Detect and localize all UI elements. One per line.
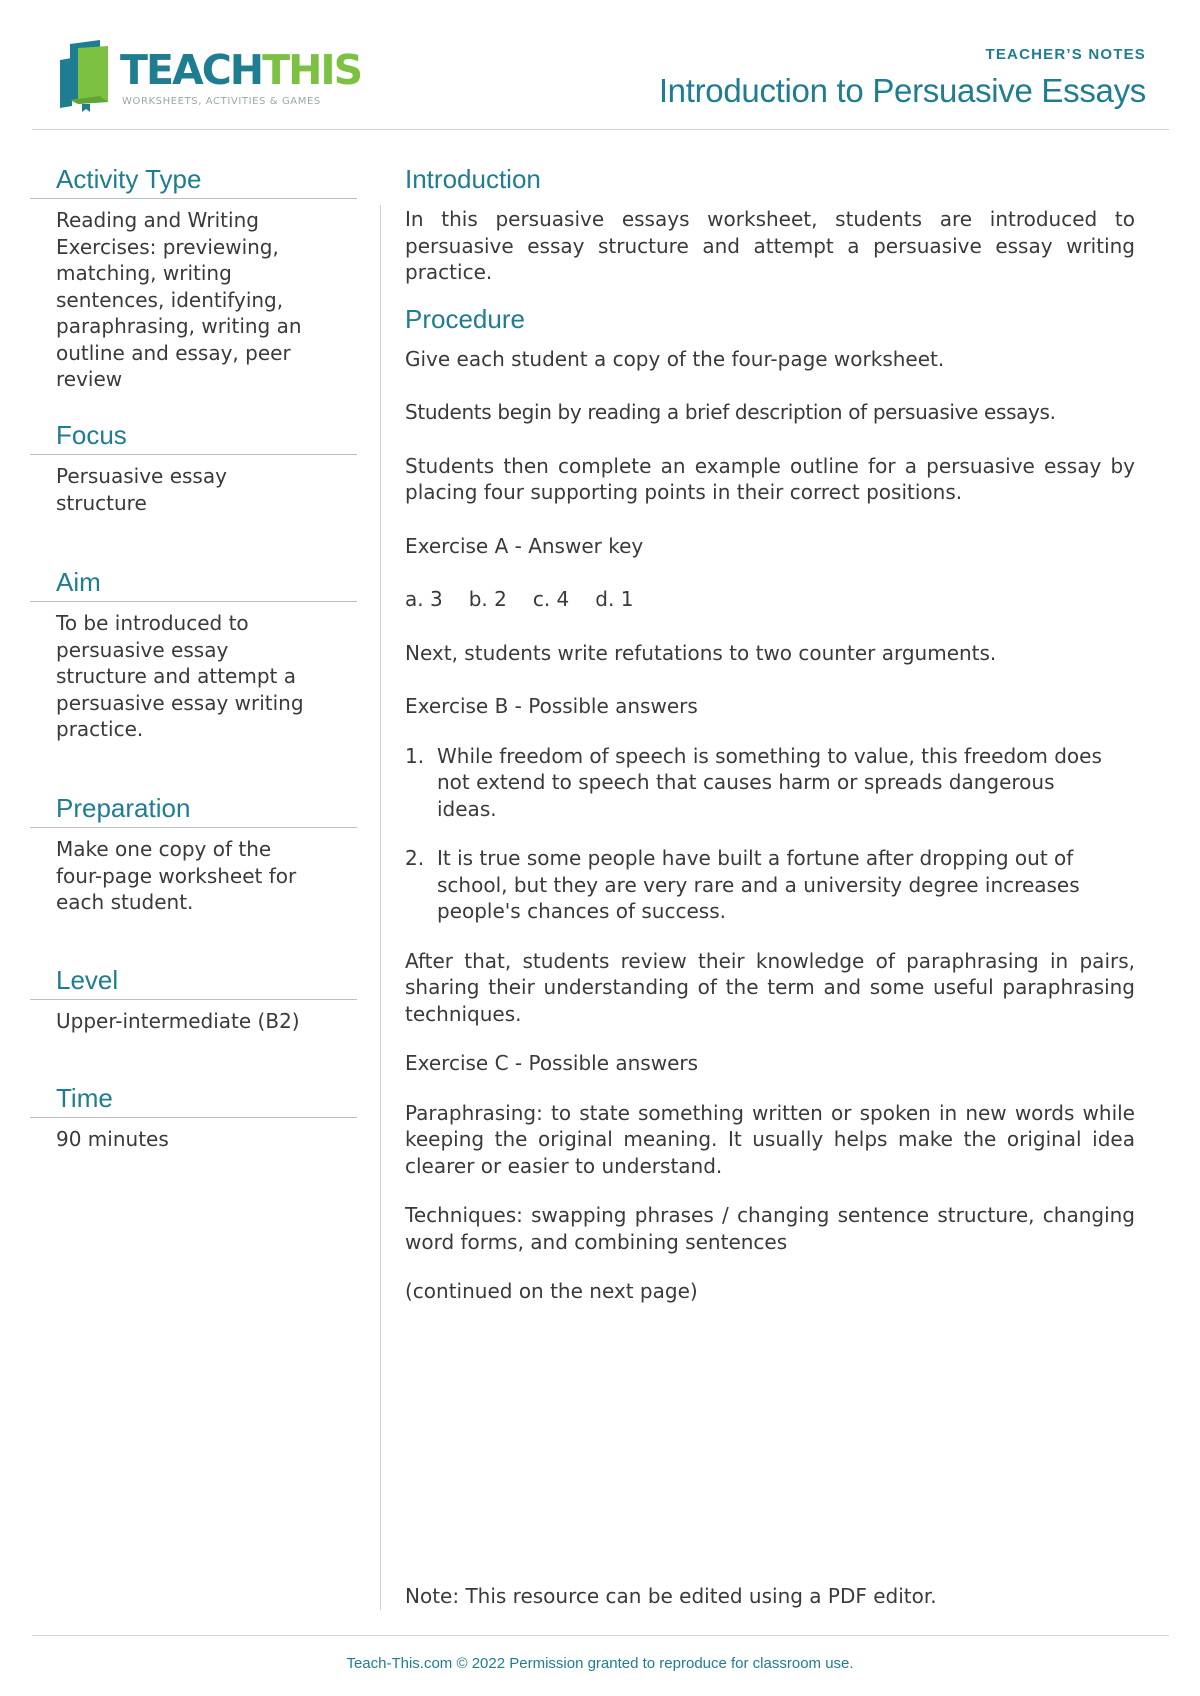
sidebar-line: Persuasive essay — [56, 464, 227, 488]
answer-item: d. 1 — [595, 587, 634, 611]
page-title: Introduction to Persuasive Essays — [658, 72, 1146, 109]
sidebar — [30, 160, 357, 1159]
footer-divider — [32, 1635, 1169, 1636]
list-item — [405, 845, 1110, 925]
procedure-heading: Procedure — [405, 303, 525, 334]
sidebar-body — [30, 199, 357, 393]
exercise-a-answers — [405, 586, 1135, 613]
sidebar-heading: Focus — [56, 420, 127, 450]
sidebar-line: structure and attempt a — [56, 664, 296, 688]
sidebar-line: review — [56, 367, 123, 391]
page-header — [0, 0, 1200, 130]
procedure-paragraph: Students begin by reading a brief description of persuasive essays. — [405, 400, 1056, 424]
procedure-paragraph: Students then complete an example outline for a persuasive essay by placing four supporting points in their correct positions. — [405, 453, 1135, 504]
exercise-a-label: Exercise A - Answer key — [405, 533, 644, 558]
sidebar-section-level — [30, 961, 357, 1079]
teach-this-logo — [56, 40, 362, 112]
book-logo-icon — [56, 40, 116, 112]
sidebar-line: sentences, identifying, — [56, 287, 284, 312]
column-divider — [380, 205, 381, 1610]
sidebar-heading: Aim — [56, 567, 101, 597]
exercise-c-label: Exercise C - Possible answers — [405, 1051, 699, 1075]
sidebar-line: 90 minutes — [56, 1127, 169, 1151]
logo-wordmark — [120, 46, 361, 94]
sidebar-line: persuasive essay — [56, 637, 229, 662]
sidebar-line: paraphrasing, writing an — [56, 314, 302, 338]
teachers-notes-label: TEACHER’S NOTES — [985, 46, 1146, 63]
sidebar-line: outline and essay, peer — [56, 340, 291, 365]
sidebar-line: persuasive essay writing — [56, 690, 304, 715]
answer-item: c. 4 — [532, 587, 570, 611]
paraphrasing-techniques: Techniques: swapping phrases / changing sentence structure, changing word forms, and combining sentences — [405, 1203, 1135, 1254]
sidebar-section-time — [30, 1079, 357, 1159]
header-divider — [32, 129, 1169, 130]
sidebar-line: matching, writing — [56, 261, 232, 285]
sidebar-line: To be introduced to — [56, 611, 249, 635]
sidebar-line: Upper-intermediate (B2) — [56, 1009, 300, 1033]
exercise-b-label: Exercise B - Possible answers — [405, 694, 698, 718]
list-number: 1. — [405, 743, 425, 768]
sidebar-line: each student. — [56, 890, 194, 914]
procedure-paragraph: Give each student a copy of the four-page worksheet. — [405, 346, 945, 371]
sidebar-line: Make one copy of the — [56, 837, 272, 861]
sidebar-heading: Activity Type — [56, 164, 202, 194]
answer-item: b. 2 — [468, 587, 507, 611]
edit-note: Note: This resource can be edited using a PDF editor. — [405, 1584, 937, 1608]
list-text: While freedom of speech is something to value, this freedom does not extend to speech that causes harm or spreads dangerous ideas. — [437, 743, 1102, 821]
introduction-text: In this persuasive essays worksheet, students are introduced to persuasive essay structure and attempt a persuasive essay writing practice. — [405, 207, 1135, 284]
page-footer: Teach-This.com © 2022 Permission granted to reproduce for classroom use. — [346, 1655, 854, 1672]
list-item — [405, 743, 1105, 823]
introduction-heading: Introduction — [405, 164, 541, 194]
sidebar-section-preparation — [30, 789, 357, 961]
paraphrasing-definition: Paraphrasing: to state something written or spoken in new words while keeping the original meaning. It usually helps make the original idea clearer or easier to understand. — [405, 1100, 1135, 1178]
procedure-paragraph: Next, students write refutations to two counter arguments. — [405, 640, 997, 665]
sidebar-line: Reading and Writing — [56, 208, 259, 232]
sidebar-line: Exercises: previewing, — [56, 234, 279, 259]
logo-word-teach: TEACH — [120, 46, 263, 94]
sidebar-heading: Time — [56, 1083, 113, 1113]
sidebar-line: practice. — [56, 717, 144, 741]
logo-tagline: WORKSHEETS, ACTIVITIES & GAMES — [122, 96, 321, 107]
procedure-paragraph: After that, students review their knowledge of paraphrasing in pairs, sharing their understanding of the term and some useful paraphrasing techniques. — [405, 948, 1135, 1026]
sidebar-line: structure — [56, 490, 147, 515]
sidebar-body — [30, 455, 357, 516]
sidebar-line: four-page worksheet for — [56, 863, 297, 888]
logo-word-this: THIS — [262, 46, 362, 94]
sidebar-body — [30, 1000, 357, 1035]
answer-item: a. 3 — [405, 587, 443, 611]
sidebar-section-focus — [30, 416, 357, 563]
continued-note: (continued on the next page) — [405, 1279, 698, 1303]
sidebar-body — [30, 1118, 357, 1153]
sidebar-section-activity-type — [30, 160, 357, 416]
sidebar-body — [30, 828, 357, 916]
sidebar-section-aim — [30, 563, 357, 789]
list-text: It is true some people have built a fortune after dropping out of school, but they are very rare and a university degree increases people's chances of success. — [437, 846, 1080, 923]
sidebar-heading: Preparation — [56, 793, 191, 823]
sidebar-heading: Level — [56, 965, 119, 995]
main-content — [405, 160, 1135, 1305]
list-number: 2. — [405, 846, 425, 870]
sidebar-body — [30, 602, 357, 743]
